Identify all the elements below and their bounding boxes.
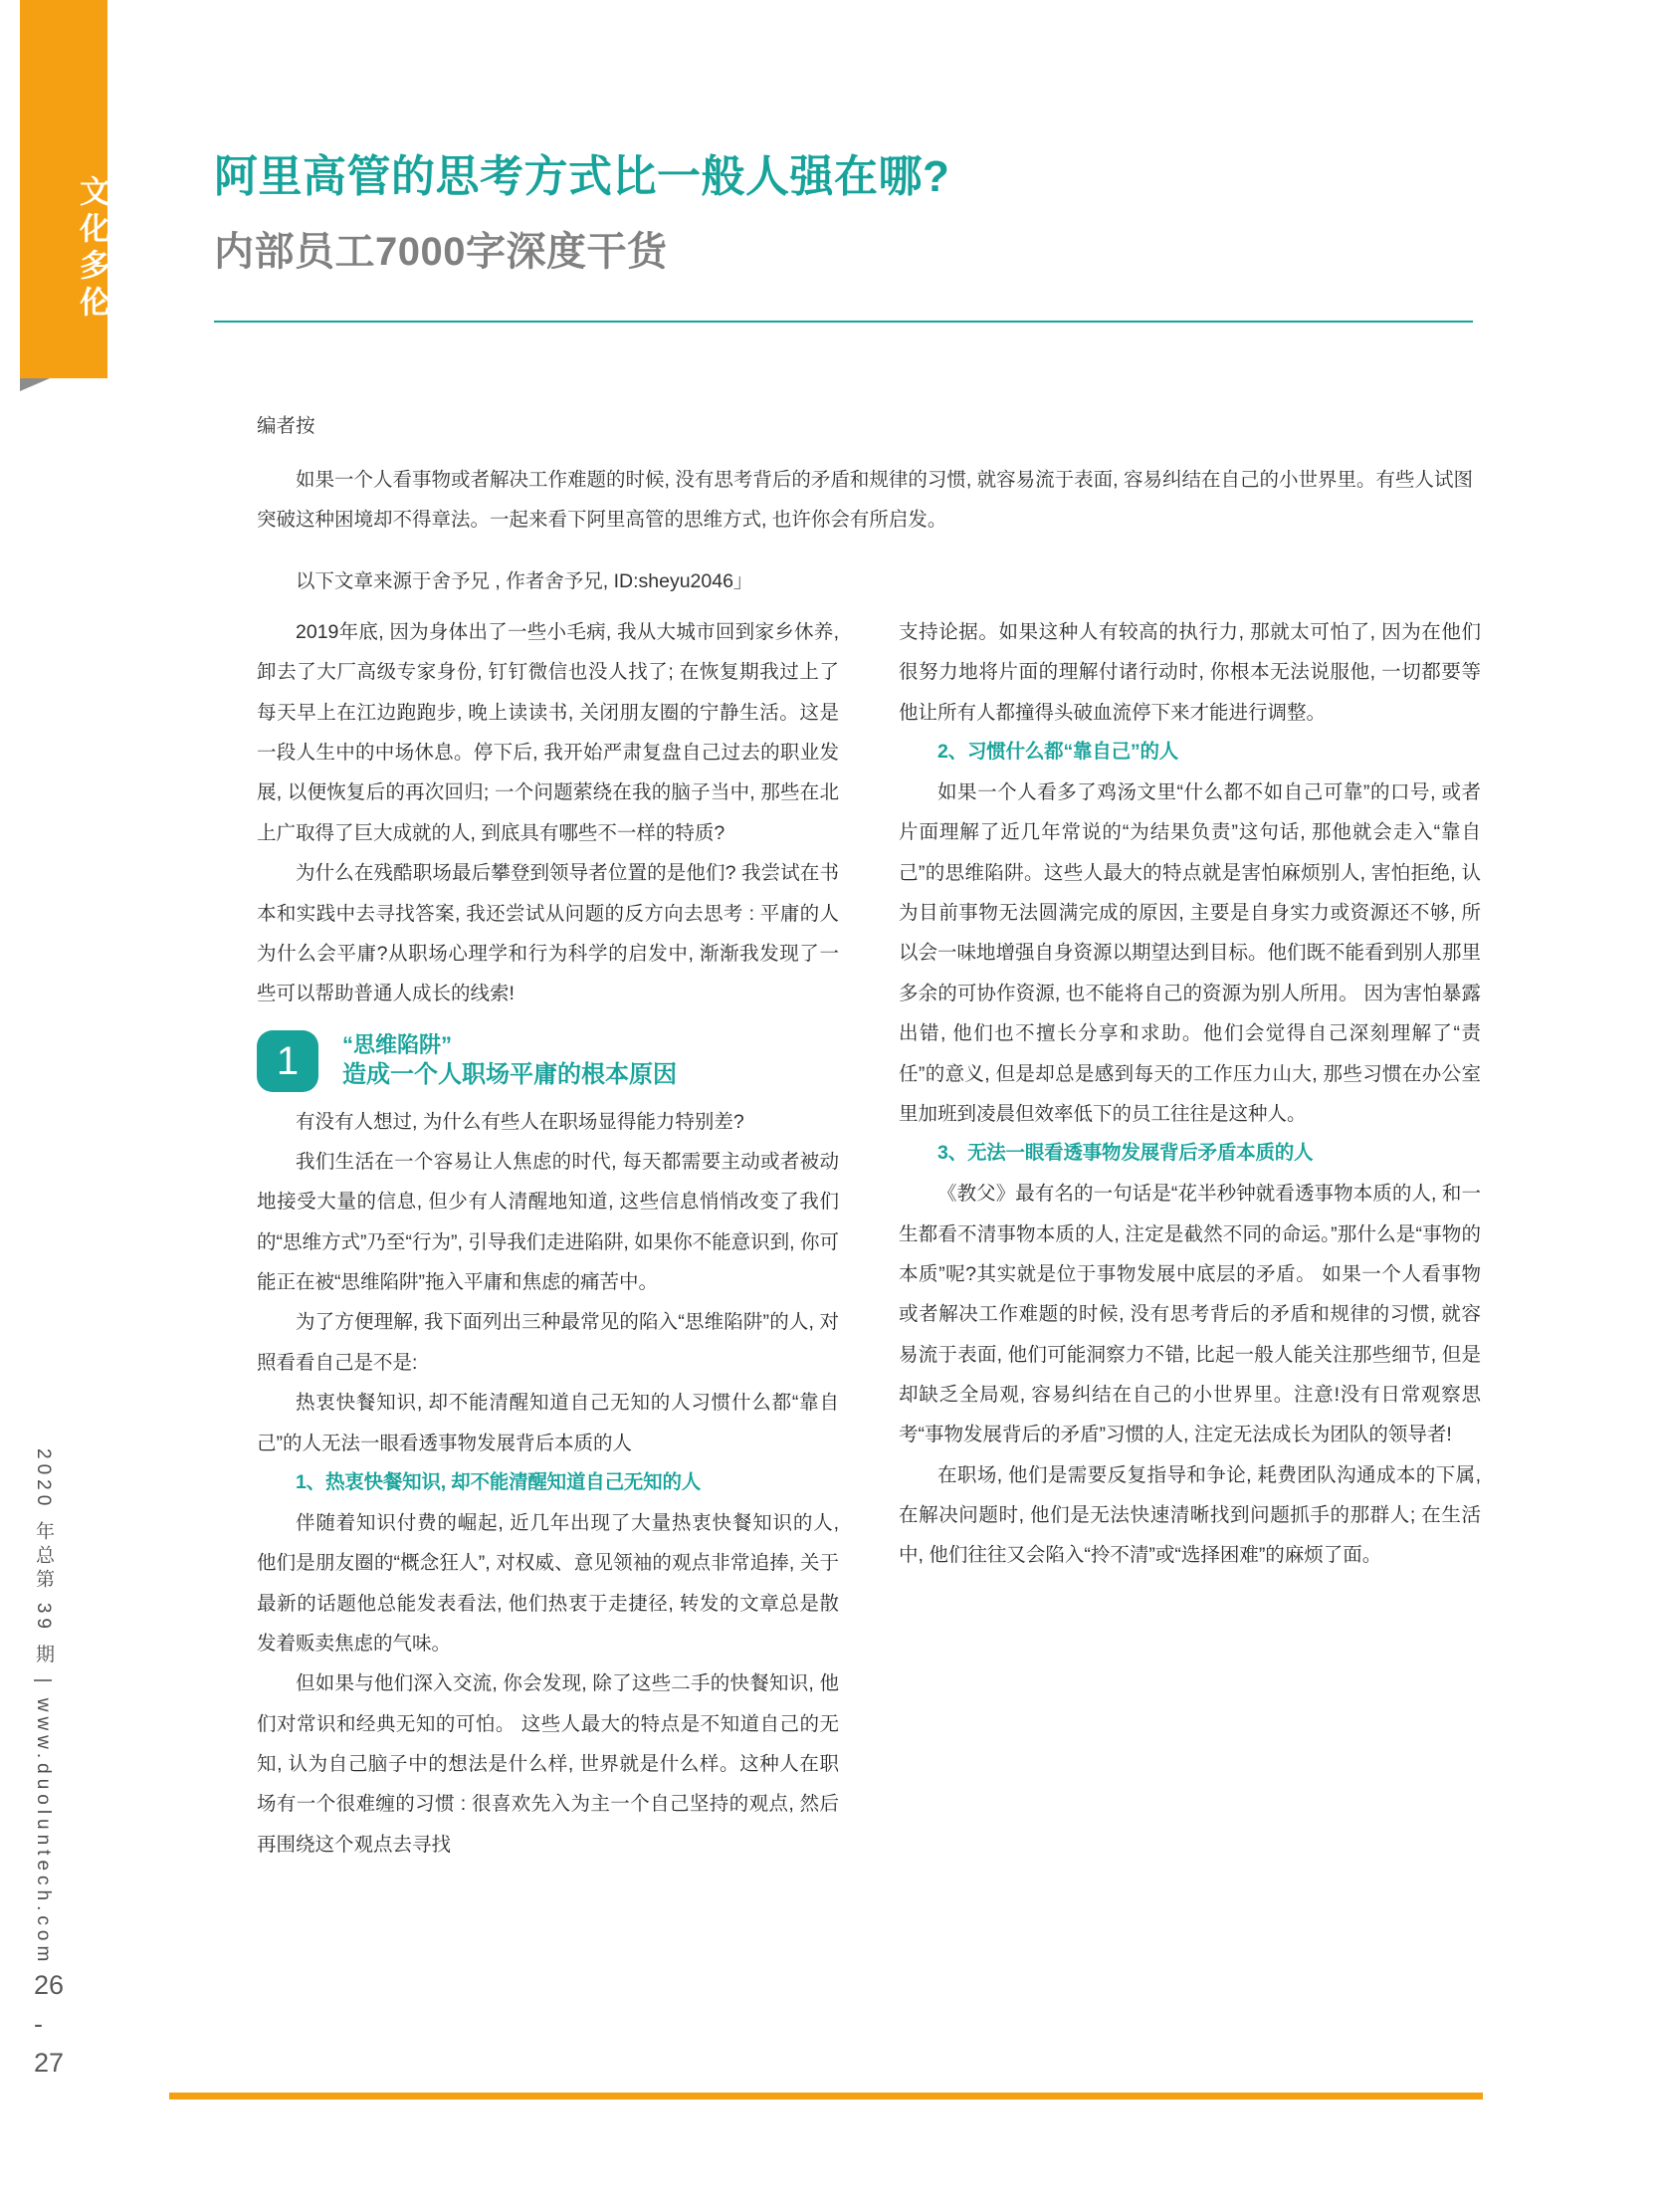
paragraph: 我们生活在一个容易让人焦虑的时代, 每天都需要主动或者被动地接受大量的信息, 但少有人清醒地知道, 这些信息悄悄改变了我们的“思维方式”乃至“行为”, 引导我们走进陷阱, 如果你不能意识到, 你可能正在被“思维陷阱”拖入平庸和焦虑的痛苦中。 [257,1151,839,1294]
section-title-line1: “思维陷阱” [342,1031,453,1057]
page-title: 阿里高管的思考方式比一般人强在哪? [214,152,950,201]
paragraph: 有没有人想过, 为什么有些人在职场显得能力特别差? [296,1110,744,1133]
title-divider [214,321,1473,323]
page-rail [34,1448,80,2105]
paragraph-continuation: 支持论据。如果这种人有较高的执行力, 那就太可怕了, 因为在他们很努力地将片面的理解付诸行动时, 你根本无法说服他, 一切都要等他让所有人都撞得头破血流停下来才能进行调整。 [899,621,1481,724]
section-title-group [342,1030,677,1092]
section-header-1 [257,1030,839,1092]
page-number-dash: - [34,2009,43,2040]
editor-note-body: 如果一个人看事物或者解决工作难题的时候, 没有思考背后的矛盾和规律的习惯, 就容易流于表面, 容易纠结在自己的小世界里。有些人试图突破这种困境却不得章法。一起来看下阿里高管的思维方式, 也许你会有所启发。 [257,469,1474,532]
rail-issue-meta: 2020 年总第 39 期 | www.duoluntech.com [33,1448,54,1967]
paragraph: 伴随着知识付费的崛起, 近几年出现了大量热衷快餐知识的人, 他们是朋友圈的“概念狂人”, 对权威、意见领袖的观点非常追捧, 关于最新的话题他总能发表看法, 他们热衷于走捷径, 转发的文章总是散发着贩卖焦虑的气味。 [257,1511,839,1655]
paragraph: 但如果与他们深入交流, 你会发现, 除了这些二手的快餐知识, 他们对常识和经典无知的可怕。 这些人最大的特点是不知道自己的无知, 认为自己脑子中的想法是什么样, 世界就是什么样。这种人在职场有一个很难缠的习惯 : 很喜欢先入为主一个自己坚持的观点, 然后再围绕这个观点去寻找 [257,1672,839,1856]
left-column [257,612,839,1865]
editor-note-label: 编者按 [257,415,315,437]
section-number-badge: 1 [257,1030,318,1092]
category-tab [20,0,107,378]
subheading-1: 1、热衷快餐知识, 却不能清醒知道自己无知的人 [296,1470,702,1493]
paragraph: 2019年底, 因为身体出了一些小毛病, 我从大城市回到家乡休养, 卸去了大厂高级专家身份, 钉钉微信也没人找了; 在恢复期我过上了每天早上在江边跑跑步, 晚上读读书, 关闭朋友圈的宁静生活。这是一段人生中的中场休息。停下后, 我开始严肃复盘自己过去的职业发展, 以便恢复后的再次回归; 一个问题萦绕在我的脑子当中, 那些在北上广取得了巨大成就的人, 到底具有哪些不一样的特质? [257,621,839,844]
editor-note-source: 以下文章来源于舍予兄 , 作者舍予兄, ID:sheyu2046」 [296,570,753,593]
paragraph: 热衷快餐知识, 却不能清醒知道自己无知的人习惯什么都“靠自己”的人无法一眼看透事物发展背后本质的人 [257,1392,839,1454]
paragraph: 《教父》最有名的一句话是“花半秒钟就看透事物本质的人, 和一生都看不清事物本质的人, 注定是截然不同的命运。”那什么是“事物的本质”呢?其实就是位于事物发展中底层的矛盾。 如果一个人看事物或者解决工作难题的时候, 没有思考背后的矛盾和规律的习惯, 就容易流于表面, 他们可能洞察力不错, 比起一般人能关注那些细节, 但是却缺乏全局观, 容易纠结在自己的小世界里。注意!没有日常观察思考“事物发展背后的矛盾”习惯的人, 注定无法成长为团队的领导者! [899,1183,1481,1446]
editor-note [257,406,1473,602]
paragraph: 如果一个人看多了鸡汤文里“什么都不如自己可靠”的口号, 或者片面理解了近几年常说的“为结果负责”这句话, 那他就会走入“靠自己”的思维陷阱。这些人最大的特点就是害怕麻烦别人, 害怕拒绝, 认为目前事物无法圆满完成的原因, 主要是自身实力或资源还不够, 所以会一味地增强自身资源以期望达到目标。他们既不能看到别人那里多余的可协作资源, 也不能将自己的资源为别人所用。 因为害怕暴露出错, 他们也不擅长分享和求助。他们会觉得自己深刻理解了“责任”的意义, 但是却总是感到每天的工作压力山大, 那些习惯在办公室里加班到凌晨但效率低下的员工往往是这种人。 [899,781,1482,1125]
subheading-2: 2、习惯什么都“靠自己”的人 [937,741,1179,764]
page-numbers [34,1966,80,2083]
category-tab-label: 文化多伦 [75,175,109,323]
paragraph: 为什么在残酷职场最后攀登到领导者位置的是他们? 我尝试在书本和实践中去寻找答案, 我还尝试从问题的反方向去思考 : 平庸的人为什么会平庸?从职场心理学和行为科学的启发中, 渐渐我发现了一些可以帮助普通人成长的线索! [257,862,839,1005]
bottom-accent-bar [169,2093,1483,2100]
page-number-to: 27 [34,2048,65,2079]
right-column [899,612,1481,1865]
page-subtitle: 内部员工7000字深度干货 [214,230,668,274]
section-title-line2: 造成一个人职场平庸的根本原因 [342,1061,677,1089]
page-number-from: 26 [34,1970,65,2000]
article-header [214,149,1473,323]
subheading-3: 3、无法一眼看透事物发展背后矛盾本质的人 [937,1142,1314,1165]
article-columns [257,612,1481,1865]
paragraph: 在职场, 他们是需要反复指导和争论, 耗费团队沟通成本的下属, 在解决问题时, 他们是无法快速清晰找到问题抓手的那群人; 在生活中, 他们往往又会陷入“拎不清”或“选择困难”的麻烦了面。 [899,1463,1481,1567]
paragraph: 为了方便理解, 我下面列出三种最常见的陷入“思维陷阱”的人, 对照看看自己是不是: [257,1311,839,1374]
